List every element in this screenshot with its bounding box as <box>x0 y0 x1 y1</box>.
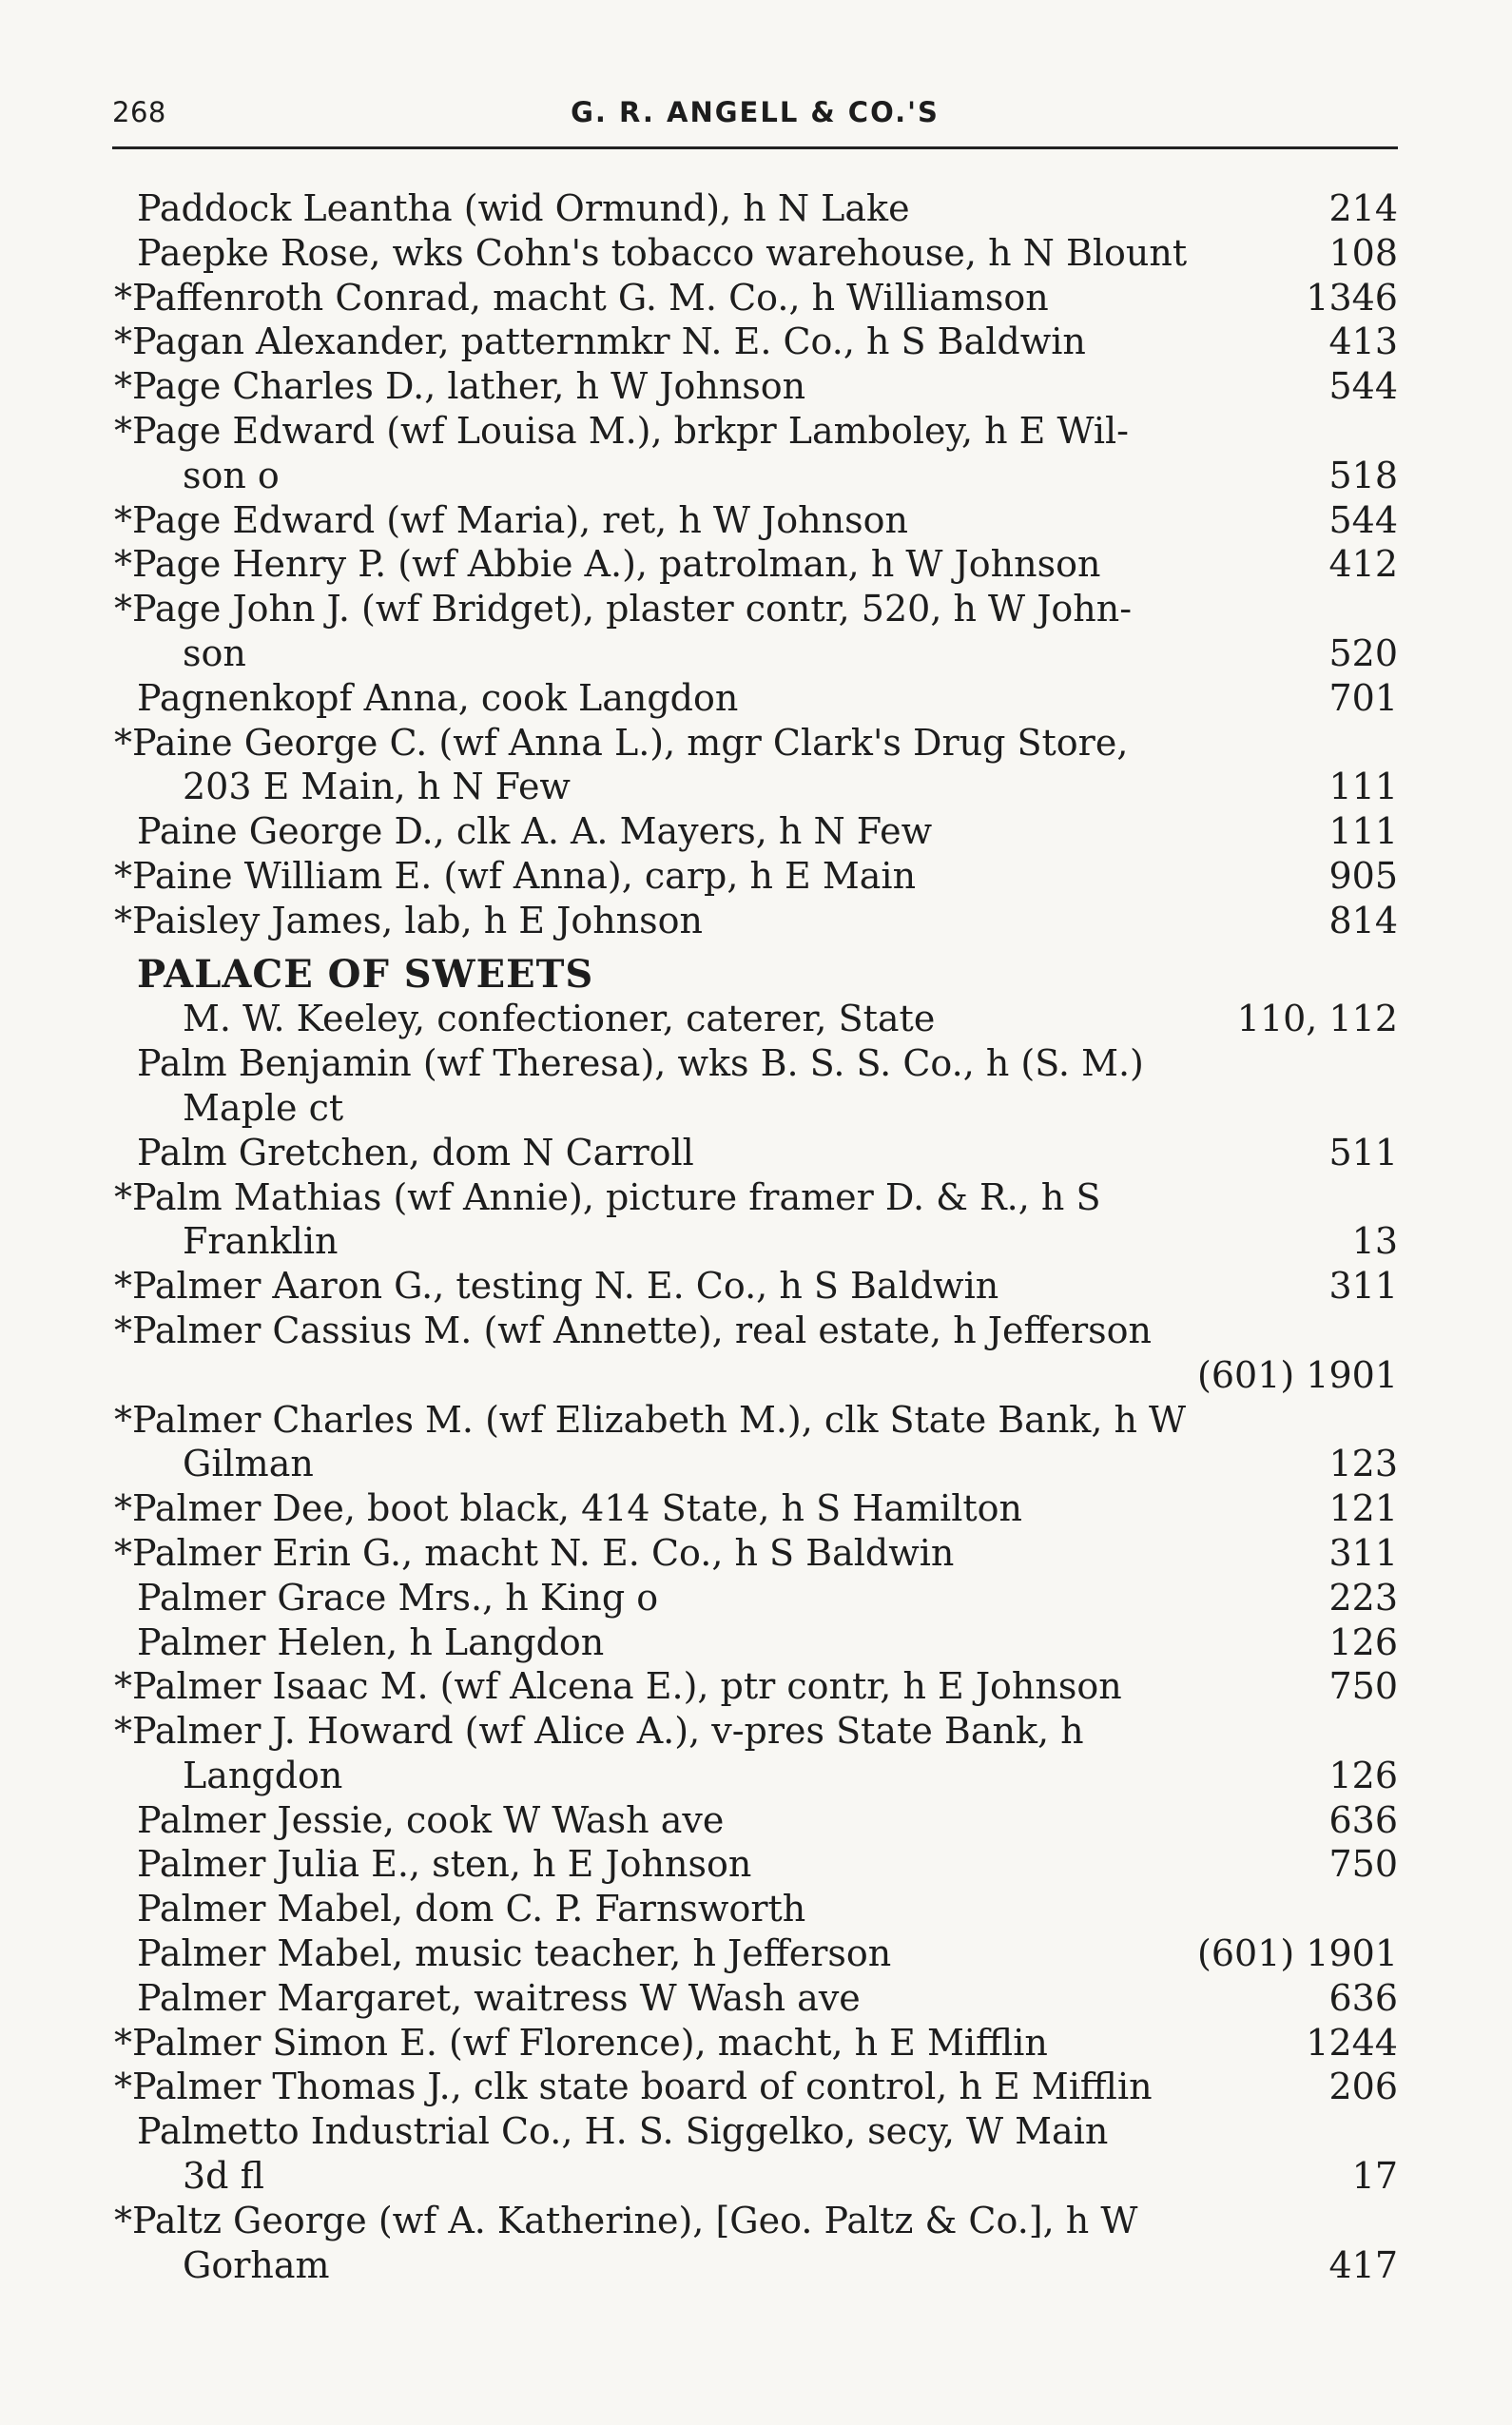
entry-text: Maple ct <box>183 1086 344 1129</box>
entry-text: *Paffenroth Conrad, macht G. M. Co., h Williamson <box>114 276 1049 319</box>
entry-text: *Palmer J. Howard (wf Alice A.), v-pres State Bank, h <box>114 1710 1084 1753</box>
directory-entry <box>112 1309 1398 1398</box>
entry-text: Palmer Grace Mrs., h King o <box>137 1576 659 1619</box>
house-number: 412 <box>1328 543 1398 586</box>
directory-entry <box>112 854 1398 899</box>
entry-text: *Palmer Simon E. (wf Florence), macht, h E Mifflin <box>114 2021 1048 2064</box>
entry-line <box>112 1887 1398 1931</box>
entry-text: *Page Edward (wf Maria), ret, h W Johnson <box>114 498 908 541</box>
house-number: (601) 1901 <box>1197 1353 1398 1396</box>
directory-entry <box>112 1798 1398 1843</box>
entry-line <box>112 1131 1398 1175</box>
house-number: 126 <box>1328 1754 1398 1796</box>
directory-entry <box>112 587 1398 676</box>
entry-line <box>112 542 1398 587</box>
entry-text: *Palmer Cassius M. (wf Annette), real estate, h Jefferson <box>114 1309 1152 1351</box>
entry-line <box>112 1175 1398 1220</box>
entry-text: *Page Charles D., lather, h W Johnson <box>114 365 806 408</box>
entry-line <box>112 2154 1398 2199</box>
entry-text: Palm Benjamin (wf Theresa), wks B. S. S. Co., h (S. M.) <box>137 1042 1144 1085</box>
directory-entry <box>112 409 1398 498</box>
entry-line <box>112 1620 1398 1665</box>
entry-text: 203 E Main, h N Few <box>183 766 571 808</box>
directory-entries <box>112 186 1398 2287</box>
directory-entry <box>112 1976 1398 2021</box>
entry-text: Gilman <box>183 1443 314 1485</box>
running-title: G. R. ANGELL & CO.'S <box>571 96 940 128</box>
page-number: 268 <box>112 96 166 128</box>
entry-line <box>112 899 1398 943</box>
entry-line <box>112 2021 1398 2066</box>
directory-entry <box>112 1887 1398 1931</box>
entry-text: Palmer Margaret, waitress W Wash ave <box>137 1976 861 2019</box>
directory-entry <box>112 498 1398 543</box>
house-number: 750 <box>1328 1665 1398 1708</box>
house-number: 214 <box>1328 187 1398 229</box>
entry-line <box>112 1041 1398 1086</box>
entry-text: Palmer Jessie, cook W Wash ave <box>137 1798 725 1841</box>
entry-text: Franklin <box>183 1220 339 1263</box>
entry-line <box>112 1264 1398 1309</box>
entry-line <box>112 320 1398 364</box>
house-number: 1244 <box>1306 2021 1398 2064</box>
entry-line <box>112 1219 1398 1264</box>
entry-text: Paepke Rose, wks Cohn's tobacco warehouse, h N Blount <box>137 231 1188 274</box>
entry-text: *Palmer Charles M. (wf Elizabeth M.), clk State Bank, h W <box>114 1398 1187 1441</box>
entry-line <box>112 721 1398 766</box>
house-number: 417 <box>1328 2243 1398 2286</box>
directory-entry <box>112 364 1398 409</box>
entry-line <box>112 1576 1398 1620</box>
directory-entry <box>112 320 1398 364</box>
entry-line <box>112 1931 1398 1976</box>
house-number: 413 <box>1328 320 1398 363</box>
entry-text: *Palmer Erin G., macht N. E. Co., h S Baldwin <box>114 1531 955 1574</box>
entry-line <box>112 1531 1398 1576</box>
entry-text: *Palmer Dee, boot black, 414 State, h S Hamilton <box>114 1487 1022 1530</box>
entry-line <box>112 2199 1398 2243</box>
entry-line <box>112 631 1398 676</box>
entry-line <box>112 1353 1398 1398</box>
entry-text: Palmetto Industrial Co., H. S. Siggelko, secy, W Main <box>137 2110 1109 2153</box>
house-number: 126 <box>1328 1620 1398 1663</box>
house-number: 750 <box>1328 1843 1398 1886</box>
house-number: 17 <box>1351 2155 1398 2198</box>
house-number: 814 <box>1328 899 1398 941</box>
entry-line <box>112 765 1398 809</box>
entry-line <box>112 2109 1398 2154</box>
house-number: 13 <box>1351 1220 1398 1263</box>
entry-text: *Page Henry P. (wf Abbie A.), patrolman, h W Johnson <box>114 543 1101 586</box>
house-number: 636 <box>1328 1798 1398 1841</box>
entry-line <box>112 2065 1398 2109</box>
entry-text: Paine George D., clk A. A. Mayers, h N Few <box>137 810 933 853</box>
house-number: 111 <box>1328 766 1398 808</box>
directory-entry <box>112 721 1398 810</box>
directory-entry <box>112 809 1398 854</box>
house-number: 511 <box>1328 1131 1398 1174</box>
entry-text: *Page Edward (wf Louisa M.), brkpr Lamboley, h E Wil- <box>114 409 1130 452</box>
entry-line <box>112 587 1398 631</box>
entry-text: *Pagan Alexander, patternmkr N. E. Co., h S Baldwin <box>114 320 1086 363</box>
directory-entry <box>112 1531 1398 1576</box>
entry-line <box>112 1709 1398 1754</box>
entry-line <box>112 2243 1398 2288</box>
business-title: PALACE OF SWEETS <box>137 951 594 997</box>
house-number: 311 <box>1328 1265 1398 1308</box>
entry-text: *Page John J. (wf Bridget), plaster contr, 520, h W John- <box>114 588 1133 630</box>
directory-entry <box>112 1576 1398 1620</box>
house-number: 108 <box>1328 231 1398 274</box>
entry-text: *Palmer Isaac M. (wf Alcena E.), ptr contr, h E Johnson <box>114 1665 1122 1708</box>
entry-line <box>112 1798 1398 1843</box>
house-number: 518 <box>1328 454 1398 496</box>
entry-line <box>112 498 1398 543</box>
house-number: 121 <box>1328 1487 1398 1530</box>
entry-text: Langdon <box>183 1754 343 1796</box>
entry-line <box>112 1664 1398 1709</box>
entry-line <box>112 1442 1398 1486</box>
entry-text: *Palmer Aaron G., testing N. E. Co., h S Baldwin <box>114 1265 999 1308</box>
entry-text: *Paine William E. (wf Anna), carp, h E Main <box>114 854 917 897</box>
entry-text: Gorham <box>183 2243 330 2286</box>
entry-line <box>112 276 1398 320</box>
entry-line <box>112 1486 1398 1531</box>
directory-entry <box>112 542 1398 587</box>
entry-text: *Paine George C. (wf Anna L.), mgr Clark's Drug Store, <box>114 721 1129 764</box>
house-number: 123 <box>1328 1443 1398 1485</box>
business-description: M. W. Keeley, confectioner, caterer, State <box>183 998 936 1040</box>
entry-text: Palm Gretchen, dom N Carroll <box>137 1131 694 1174</box>
house-number: 110, 112 <box>1236 998 1398 1040</box>
entry-line <box>112 809 1398 854</box>
entry-line <box>112 409 1398 454</box>
house-number: (601) 1901 <box>1197 1932 1398 1975</box>
entry-line <box>112 454 1398 498</box>
entry-line <box>112 676 1398 721</box>
business-listing <box>112 953 1398 1042</box>
directory-entry <box>112 899 1398 943</box>
entry-text: son o <box>183 454 280 496</box>
entry-line <box>112 1086 1398 1131</box>
entry-text: Palmer Mabel, dom C. P. Farnsworth <box>137 1888 806 1930</box>
entry-line <box>112 1842 1398 1887</box>
entry-text: 3d fl <box>183 2155 264 2198</box>
business-subline <box>112 997 1398 1041</box>
directory-entry <box>112 1131 1398 1175</box>
house-number: 1346 <box>1306 276 1398 319</box>
directory-entry <box>112 1709 1398 1798</box>
directory-entry <box>112 1175 1398 1265</box>
entry-text: *Paisley James, lab, h E Johnson <box>114 899 704 941</box>
entry-line <box>112 1309 1398 1353</box>
directory-entry <box>112 1264 1398 1309</box>
directory-entry <box>112 1842 1398 1887</box>
directory-entry <box>112 186 1398 231</box>
entry-line <box>112 854 1398 899</box>
directory-entry <box>112 676 1398 721</box>
entry-line <box>112 231 1398 276</box>
directory-entry <box>112 1041 1398 1131</box>
entry-text: Paddock Leantha (wid Ormund), h N Lake <box>137 187 910 229</box>
directory-entry <box>112 2109 1398 2199</box>
entry-line <box>112 186 1398 231</box>
entry-line <box>112 1976 1398 2021</box>
house-number: 223 <box>1328 1576 1398 1619</box>
entry-text: Palmer Mabel, music teacher, h Jefferson <box>137 1932 892 1975</box>
page-header <box>112 96 1398 146</box>
house-number: 636 <box>1328 1976 1398 2019</box>
business-title-line <box>112 953 1398 998</box>
entry-text: Palmer Julia E., sten, h E Johnson <box>137 1843 752 1886</box>
house-number: 520 <box>1328 631 1398 674</box>
entry-line <box>112 1398 1398 1443</box>
directory-entry <box>112 1931 1398 1976</box>
directory-entry <box>112 276 1398 320</box>
house-number: 111 <box>1328 810 1398 853</box>
directory-entry <box>112 231 1398 276</box>
directory-entry <box>112 1486 1398 1531</box>
entry-text: *Paltz George (wf A. Katherine), [Geo. Paltz & Co.], h W <box>114 2199 1138 2241</box>
entry-text: *Palm Mathias (wf Annie), picture framer D. & R., h S <box>114 1175 1101 1218</box>
directory-entry <box>112 2199 1398 2288</box>
entry-text: son <box>183 631 246 674</box>
directory-entry <box>112 1398 1398 1487</box>
entry-line <box>112 1754 1398 1798</box>
directory-entry <box>112 2065 1398 2109</box>
entry-text: Palmer Helen, h Langdon <box>137 1620 605 1663</box>
entry-line <box>112 364 1398 409</box>
entry-text: Pagnenkopf Anna, cook Langdon <box>137 676 739 719</box>
directory-entry <box>112 1664 1398 1709</box>
house-number: 905 <box>1328 854 1398 897</box>
house-number: 701 <box>1328 676 1398 719</box>
house-number: 311 <box>1328 1531 1398 1574</box>
entry-text: *Palmer Thomas J., clk state board of control, h E Mifflin <box>114 2066 1153 2108</box>
house-number: 206 <box>1328 2066 1398 2108</box>
directory-entry <box>112 1620 1398 1665</box>
header-rule <box>112 146 1398 149</box>
directory-entry <box>112 2021 1398 2066</box>
house-number: 544 <box>1328 498 1398 541</box>
house-number: 544 <box>1328 365 1398 408</box>
